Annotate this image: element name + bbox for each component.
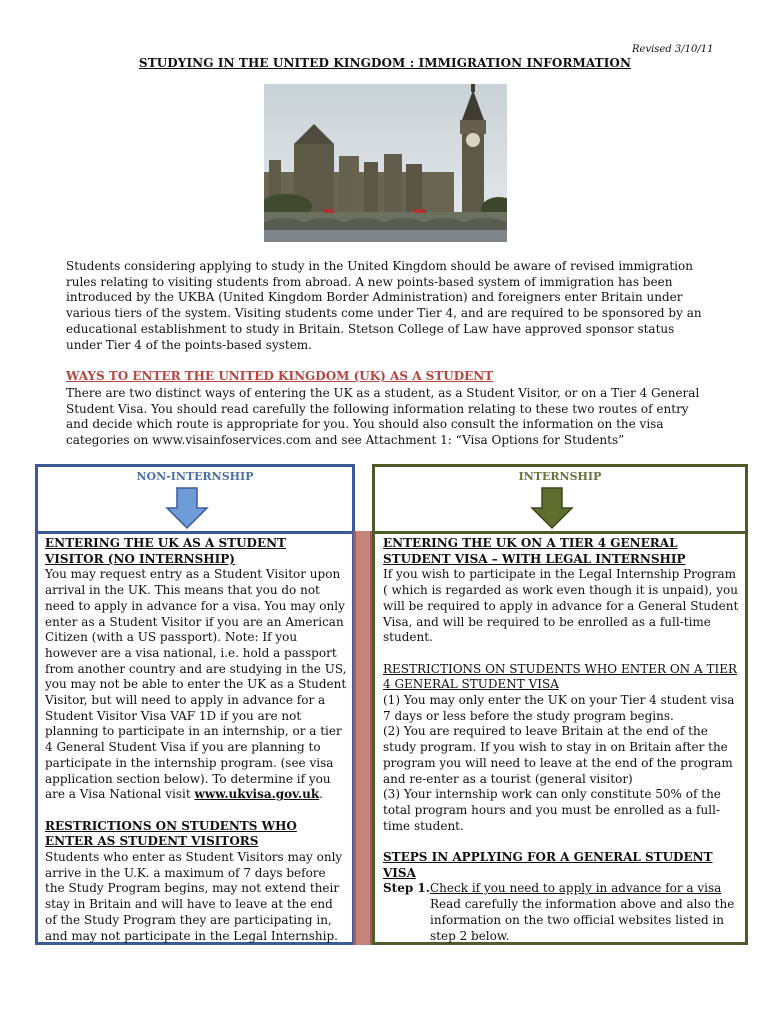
tier4-restriction-2: (2) You are required to leave Britain at the end of the study program. If you wish to stay in on Britain after the program you will need to leave at the end of the program and re-enter as a tourist (general visitor) (383, 724, 733, 786)
tier4-restriction-1: (1) You may only enter the UK on your Tier 4 student visa 7 days or less before the study program begins. (383, 693, 735, 723)
visitor-restrictions-text: Students who enter as Student Visitors may only arrive in the U.K. a maximum of 7 days before the Study Program begins, may not extend their stay in Britain and will have to leave at the end of the Study Program they are participating in, and may not participate in the Legal Internship. (45, 850, 343, 943)
tier4-restrictions-heading: RESTRICTIONS ON STUDENTS WHO ENTER ON A TIER 4 GENERAL STUDENT VISA (383, 661, 737, 692)
tier4-heading: ENTERING THE UK ON A TIER 4 GENERAL STUDENT VISA – WITH LEGAL INTERNSHIP (383, 536, 686, 566)
step-1-link: Check if you need to apply in advance for a visa (430, 881, 722, 896)
column-divider (353, 531, 373, 945)
tier4-text: If you wish to participate in the Legal Internship Program ( which is regarded as work even though it is unpaid), you will be required to apply in advance for a General Student Visa, and will be required to be enrolled as a full-time student. (383, 567, 739, 645)
steps-heading: STEPS IN APPLYING FOR A GENERAL STUDENT VISA (383, 850, 713, 880)
ways-heading: WAYS TO ENTER THE UNITED KINGDOM (UK) AS A STUDENT (66, 369, 494, 383)
down-arrow-icon (530, 486, 574, 530)
student-visitor-text: You may request entry as a Student Visitor upon arrival in the UK. This means that you do not need to apply in advance for a visa. You may only enter as a Student Visitor if you are an American Citizen (with a US passport). Note: If you however are a visa national, i.e. hold a passport from another country and are studying in the US, you may not be able to enter the UK as a Student Visitor, but will need to apply in advance for a Student Visitor Visa VAF 1D if you are not planning to participate in an internship, or a tier 4 General Student Visa if you are planning to participate in the internship program. (see visa application section below). To determine if you are a Visa National visit www.ukvisa.gov.uk. (45, 567, 347, 802)
internship-column (383, 536, 741, 944)
down-arrow-icon (165, 486, 209, 530)
visitor-restrictions-heading: RESTRICTIONS ON STUDENTS WHO ENTER AS STUDENT VISITORS (45, 818, 297, 849)
westminster-photo (264, 84, 507, 242)
internship-label: INTERNSHIP (518, 470, 602, 483)
tier4-restriction-3: (3) Your internship work can only constitute 50% of the total program hours and you must be enrolled as a full-time student. (383, 787, 721, 833)
step-1-text: Read carefully the information above and also the information on the two official websites listed in step 2 below. (430, 897, 735, 943)
step-1 (383, 881, 741, 944)
non-internship-column (45, 536, 347, 944)
page-title: STUDYING IN THE UNITED KINGDOM : IMMIGRATION INFORMATION (138, 56, 632, 70)
non-internship-label: NON-INTERNSHIP (136, 470, 254, 483)
revised-date: Revised 3/10/11 (632, 44, 714, 55)
ukvisa-link[interactable]: www.ukvisa.gov.uk (194, 787, 320, 802)
step-1-label: Step 1. (383, 881, 430, 896)
student-visitor-heading: ENTERING THE UK AS A STUDENT VISITOR (NO INTERNSHIP) (45, 536, 286, 566)
westminster-illustration (264, 84, 507, 242)
intro-paragraph: Students considering applying to study in the United Kingdom should be aware of revised immigration rules relating to visiting students from abroad. A new points-based system of immigration has been introduced by the UKBA (United Kingdom Border Administration) and foreigners enter Britain under various tiers of the system. Visiting students come under Tier 4, and are required to be sponsored by an educational establishment to study in Britain. Stetson College of Law have approved sponsor status under Tier 4 of the points-based system. (66, 259, 702, 352)
ways-paragraph: There are two distinct ways of entering the UK as a student, as a Student Visitor, or on a Tier 4 General Student Visa. You should read carefully the following information relating to these two routes of entry and decide which route is appropriate for you. You should also consult the information on the visa categories on www.visainfoservices.com and see Attachment 1: “Visa Options for Students” (66, 386, 700, 448)
